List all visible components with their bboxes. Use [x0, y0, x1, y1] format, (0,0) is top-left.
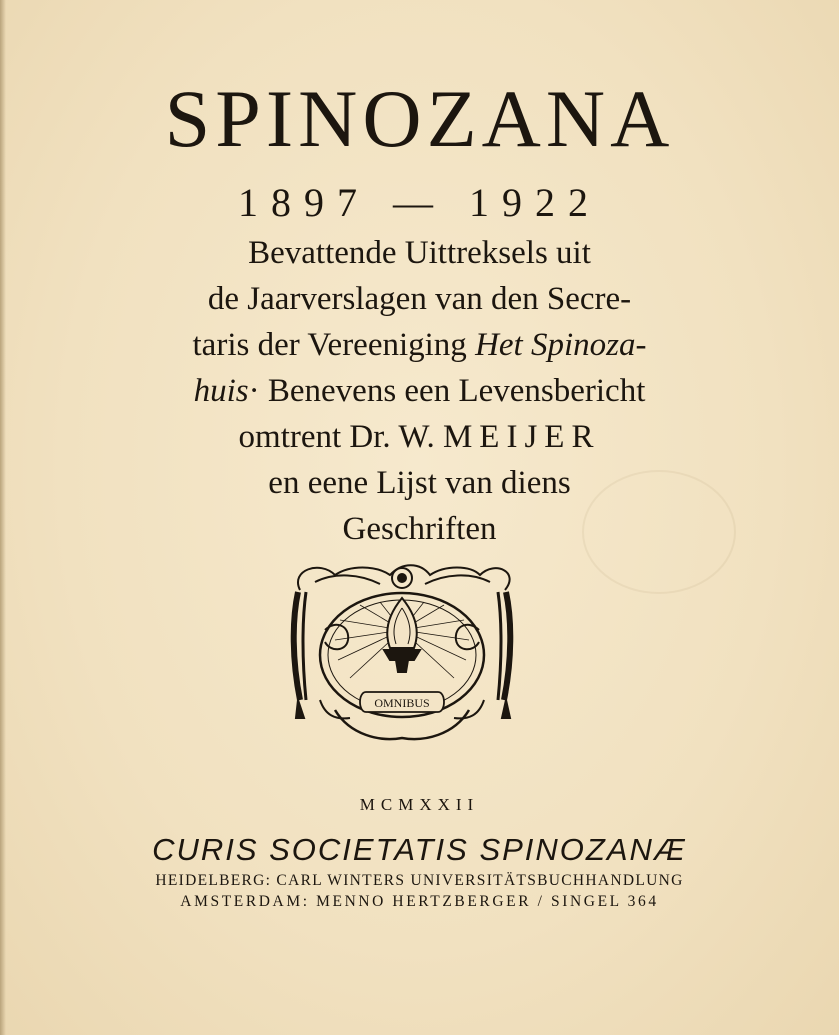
subtitle-line-5	[0, 414, 839, 460]
subtitle-line-3-text: taris der Vereeniging	[192, 327, 476, 363]
publication-year: MCMXXII	[359, 795, 480, 814]
subtitle-line-4-text: · Benevens een Levensbericht	[248, 373, 646, 409]
subtitle-line-3	[0, 322, 839, 368]
subtitle-line-4	[0, 368, 839, 414]
subtitle-line-5-text: omtrent Dr. W.	[238, 419, 443, 455]
book-title: SPINOZANA	[164, 73, 675, 164]
subtitle-line-7: Geschriften	[342, 511, 497, 547]
year-range: 1897 — 1922	[238, 180, 601, 225]
printers-device-emblem-icon	[280, 560, 524, 745]
imprint-publisher-heidelberg: HEIDELBERG: CARL WINTERS UNIVERSITÄTSBUCHHANDLUNG	[155, 872, 684, 889]
society-name-italic-end: huis	[193, 373, 249, 409]
subtitle-line-2: de Jaarverslagen van den Secre-	[207, 281, 632, 317]
subtitle-description	[0, 230, 839, 552]
subtitle-line-1: Bevattende Uittreksels uit	[248, 235, 591, 271]
imprint-society: CURIS SOCIETATIS SPINOZANÆ	[152, 832, 687, 867]
society-name-italic: Het Spinoza-	[475, 327, 647, 363]
subtitle-line-6: en eene Lijst van diens	[268, 465, 571, 501]
emblem-motto: OMNIBUS	[374, 696, 430, 710]
imprint-publisher-amsterdam: AMSTERDAM: MENNO HERTZBERGER / SINGEL 364	[180, 893, 659, 910]
author-surname: MEIJER	[442, 419, 601, 455]
